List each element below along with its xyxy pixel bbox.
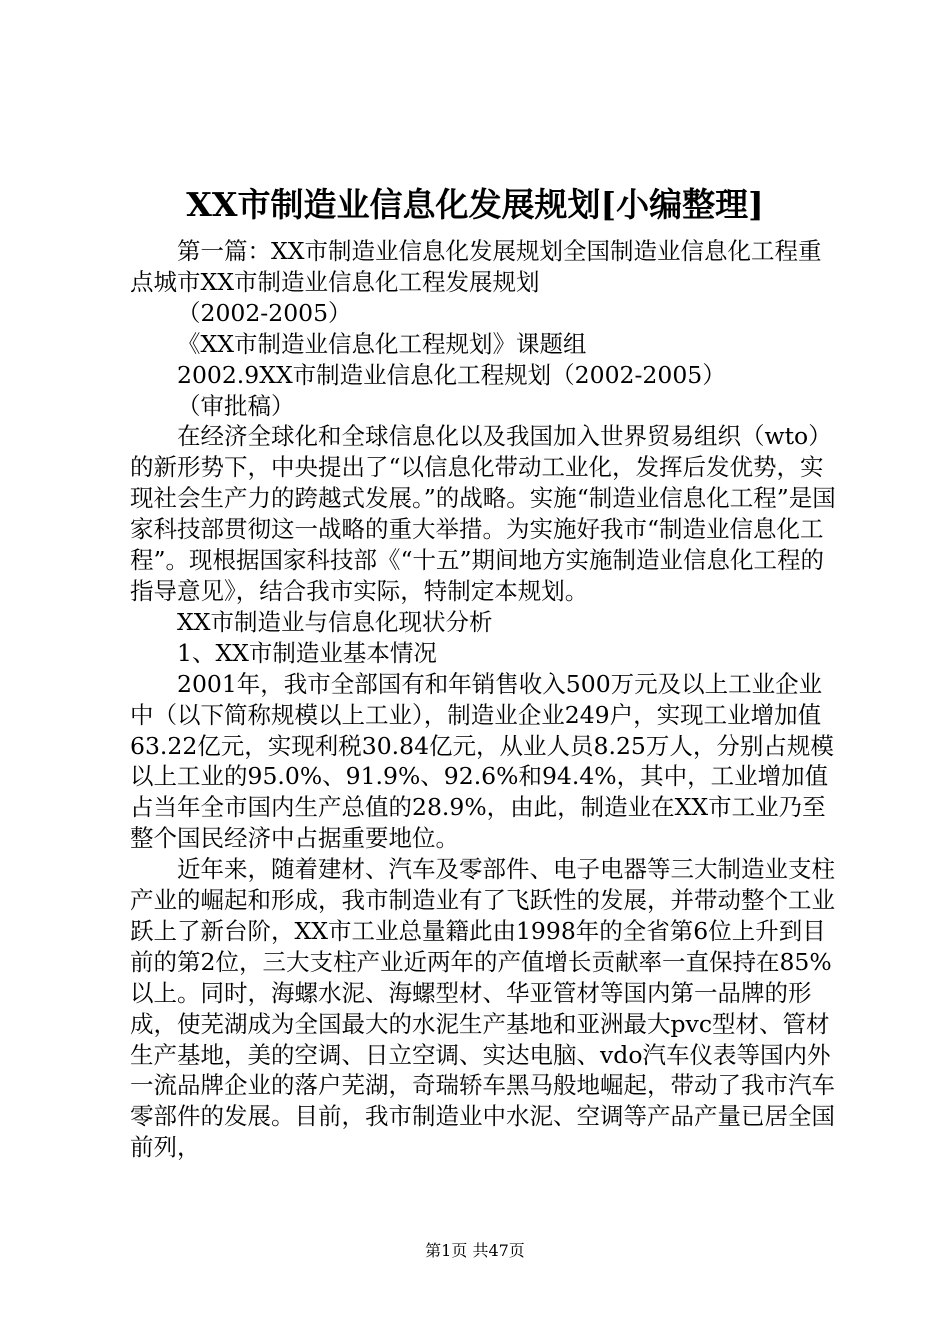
paragraph-group: 《XX市制造业信息化工程规划》课题组 [177, 329, 587, 358]
section-heading: XX市制造业与信息化现状分析 [177, 607, 493, 636]
paragraph-draft: （审批稿） [177, 391, 295, 420]
paragraph-stats: 2001年，我市全部国有和年销售收入500万元及以上工业企业中（以下简称规模以上工业），制造业企业249户，实现工业增加值63.22亿元，实现利税30.84亿元，从业人员8.25万人，分别占规模以上工业的95.0%、91.9%、92.6%和94.4%，其中，工业增加值占当年全市国内生产总值的28.9%，由此，制造业在XX市工业乃至整个国民经济中占据重要地位。 [130, 669, 834, 853]
paragraph-years: （2002-2005） [177, 298, 352, 327]
subsection-heading: 1、XX市制造业基本情况 [177, 638, 437, 667]
paragraph-development: 近年来，随着建材、汽车及零部件、电子电器等三大制造业支柱产业的崛起和形成，我市制造业有了飞跃性的发展，并带动整个工业跃上了新台阶，XX市工业总量籍此由1998年的全省第6位上升到目前的第2位，三大支柱产业近两年的产值增长贡献率一直保持在85%以上。同时，海螺水泥、海螺型材、华亚管材等国内第一品牌的形成，使芜湖成为全国最大的水泥生产基地和亚洲最大pvc型材、管材生产基地，美的空调、日立空调、实达电脑、vdo汽车仪表等国内外一流品牌企业的落户芜湖，奇瑞轿车黑马般地崛起，带动了我市汽车零部件的发展。目前，我市制造业中水泥、空调等产品产量已居全国前列， [130, 855, 835, 1162]
document-body [130, 236, 842, 1163]
paragraph-heading: 第一篇：XX市制造业信息化发展规划全国制造业信息化工程重点城市XX市制造业信息化工程发展规划 [130, 237, 822, 296]
paragraph-intro: 在经济全球化和全球信息化以及我国加入世界贸易组织（wto）的新形势下，中央提出了“以信息化带动工业化，发挥后发优势，实现社会生产力的跨越式发展。”的战略。实施“制造业信息化工程”是国家科技部贯彻这一战略的重大举措。为实施好我市“制造业信息化工程”。现根据国家科技部《“十五”期间地方实施制造业信息化工程的指导意见》，结合我市实际，特制定本规划。 [130, 422, 836, 605]
document-title: XX市制造业信息化发展规划[小编整理] [186, 185, 764, 224]
paragraph-date: 2002.9XX市制造业信息化工程规划（2002-2005） [177, 360, 726, 389]
page-footer: 第1页 共47页 [425, 1241, 525, 1260]
